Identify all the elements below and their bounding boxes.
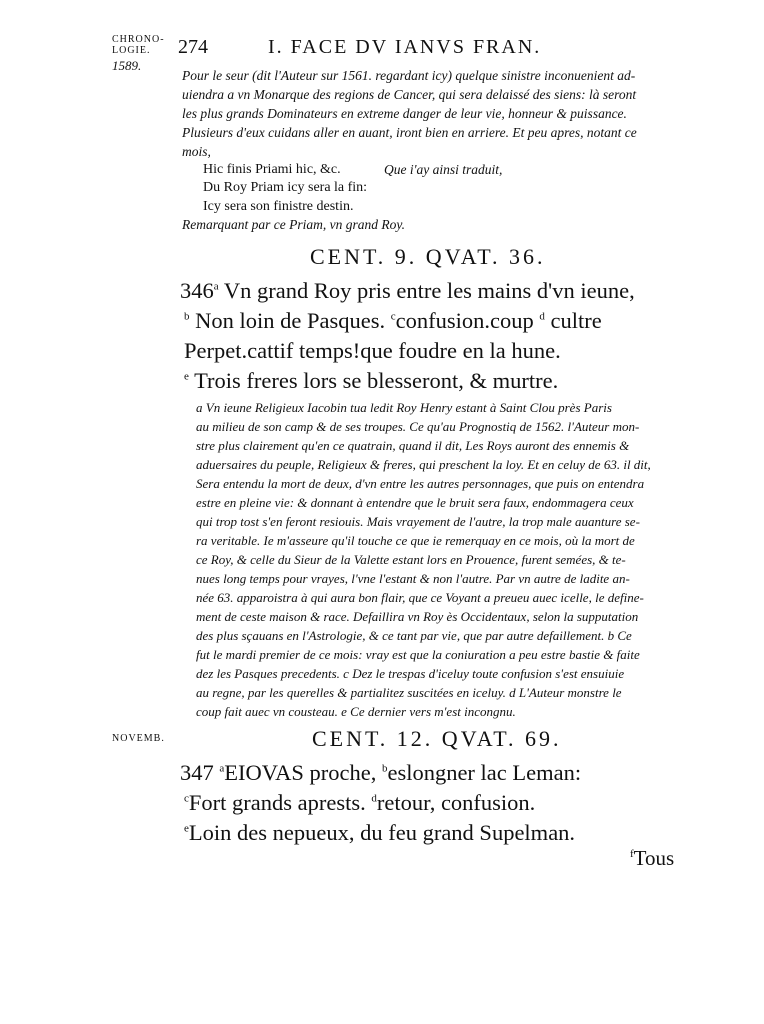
note-line: des plus sçauans en l'Astrologie, & ce tant par vie, que par autre defaillement. b Ce [196,628,632,643]
note-mark: b [381,762,388,775]
note-line: qui trop tost s'en feront resiouis. Mais vrayement de l'autre, la trop male auanture se- [196,514,640,529]
note-mark: c [184,792,189,805]
catchword [630,846,674,871]
quatrain-text: EIOVAS proche, [224,760,382,785]
running-head: I. FACE DV IANVS FRAN. [268,36,542,58]
note-line: dez les Pasques precedents. c Dez le trespas d'iceluy toute confusion s'est ensuiuie [196,666,625,681]
quatrain-line [184,788,535,818]
note-mark: d [539,310,545,323]
margin-note-month: NOVEMB. [112,733,165,744]
verse-note: Que i'ay ainsi traduit, [384,162,503,177]
note-line: Sera entendu la mort de deux, d'vn entre les autres personnages, que puis on entendra [196,476,645,491]
note-line: ce Roy, & celle du Sieur de la Valette estant lors en Prouence, furent semées, & te- [196,552,626,567]
note-line: ment de ceste maison & race. Defaillira vn Roy ès Occidentaux, selon la supputation [196,609,639,624]
note-mark: a [219,762,225,775]
intro-line: mois, [182,144,211,159]
quatrain-text: Trois freres lors se blesseront, & murtre. [194,368,559,393]
catchword-text: Tous [633,846,675,870]
quatrain-text: Loin des nepueux, du feu grand Supelman. [188,820,576,845]
intro-line: Pour le seur (dit l'Auteur sur 1561. regardant icy) quelque sinistre inconuenient ad- [182,68,636,83]
quatrain-line [180,276,635,306]
note-mark: f [630,848,634,860]
note-line: estre en pleine vie: & donnant à entendre que le bruit sera faux, endommagera ceux [196,495,634,510]
section-heading: CENT. 12. QVAT. 69. [312,726,562,751]
quatrain-text: eslongner lac Leman: [387,760,582,785]
note-mark: d [371,792,377,805]
note-line: née 63. apparoistra à qui aura bon flair, que ce Voyant a preueu auec icelle, le define- [196,590,644,605]
quatrain-line [180,758,581,788]
note-line: fut le mardi premier de ce mois: vray est que la coniuration a peu estre bastie & faite [196,647,640,662]
entry-number: 347 [180,760,214,785]
quatrain-text: Non loin de Pasques. [195,308,391,333]
note-line: au milieu de son camp & de ses troupes. Ce qu'au Prognostiq de 1562. l'Auteur mon- [196,419,640,434]
note-mark: e [184,822,189,835]
quatrain-text: Fort grands aprests. [188,790,372,815]
intro-line: les plus grands Dominateurs en extreme danger de leur vie, honneur & puissance. [182,106,627,121]
note-line: stre plus clairement qu'en ce quatrain, quand il dit, Les Roys auront des ennemis & [196,438,630,453]
margin-note-chronologie [112,34,165,71]
quatrain-text: retour, confusion. [376,790,536,815]
note-mark: b [184,310,190,323]
quatrain-text: confusion.coup [395,308,540,333]
section-heading: CENT. 9. QVAT. 36. [310,244,546,269]
quatrain-line [184,366,558,396]
quatrain-line: Perpet.cattif temps!que foudre en la hune. [184,338,561,363]
note-mark: e [184,370,189,383]
note-line: ra veritable. Ie m'asseure qu'il touche ce que ie remerquay en ce mois, où la mort de [196,533,635,548]
quatrain-text: Vn grand Roy pris entre les mains d'vn ieune, [223,278,635,303]
note-line: coup fait auec vn cousteau. e Ce dernier vers m'est incongnu. [196,704,516,719]
verse-latin: Hic finis Priami hic, &c. [203,162,341,177]
note-line: nues long temps pour vrayes, l'vne l'estant & non l'autre. Par vn autre de ladite an- [196,571,630,586]
note-line: aduersaires du peuple, Religieux & freres, qui preschent la loy. Et en celuy de 63. il dit, [196,457,651,472]
note-mark: a [213,280,219,293]
intro-line: uiendra a vn Monarque des regions de Cancer, qui sera delaissé des siens: là seront [182,87,637,102]
verse-remark: Remarquant par ce Priam, vn grand Roy. [182,217,405,232]
page-number: 274 [178,36,208,58]
verse-french-1: Du Roy Priam icy sera la fin: [203,180,368,195]
entry-number: 346 [180,278,214,303]
note-mark: c [390,310,396,323]
quatrain-line [184,306,602,336]
quatrain-line [184,818,575,848]
margin-year: 1589. [112,58,142,73]
note-line: a Vn ieune Religieux Iacobin tua ledit Roy Henry estant à Saint Clou près Paris [196,400,612,415]
margin-logie: LOGIE. [112,45,151,56]
note-line: au regne, par les querelles & partialitez suscitées en iceluy. d L'Auteur monstre le [196,685,622,700]
quatrain-text: cultre [550,308,602,333]
intro-line: Plusieurs d'eux cuidans aller en auant, iront bien en arriere. Et peu apres, notant ce [182,125,637,140]
verse-french-2: Icy sera son finistre destin. [203,199,354,214]
margin-chrono: CHRONO- [112,34,165,45]
